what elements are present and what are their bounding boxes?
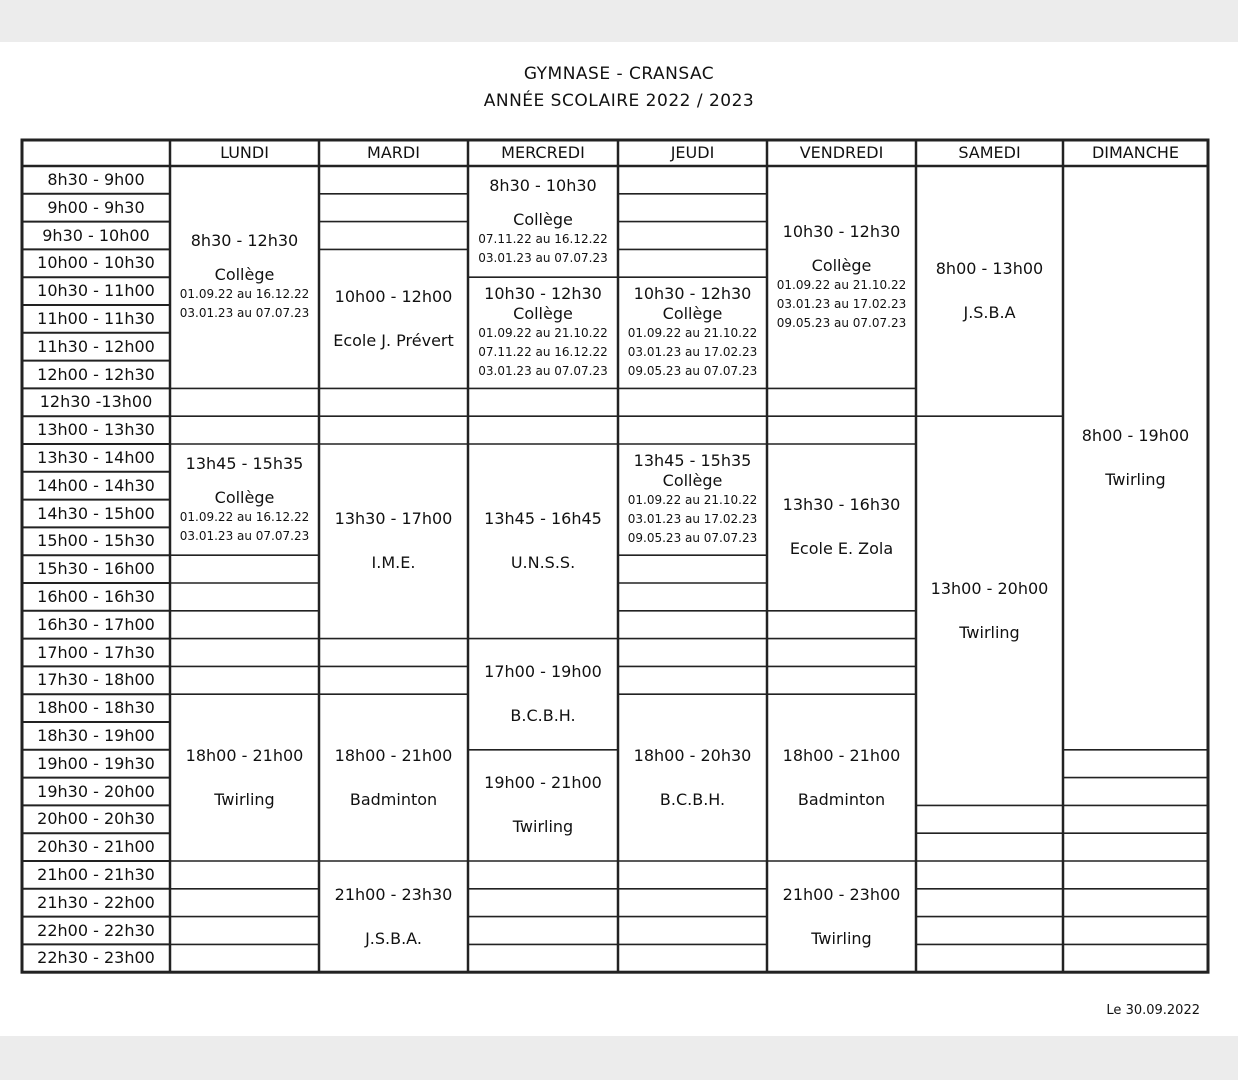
time-slot-label: 20h30 - 21h00 bbox=[37, 837, 155, 857]
time-slot-label: 12h30 -13h00 bbox=[39, 392, 153, 412]
time-slot-label: 17h00 - 17h30 bbox=[37, 642, 155, 662]
activity-time: 13h45 - 15h35 bbox=[185, 453, 304, 473]
activity-label: Twirling bbox=[214, 789, 275, 809]
activity-block bbox=[468, 166, 618, 277]
time-slot-label: 11h00 - 11h30 bbox=[37, 309, 155, 328]
activity-time: 21h00 - 23h00 bbox=[782, 884, 901, 904]
time-slot-label: 13h30 - 14h00 bbox=[37, 448, 155, 467]
time-slot-label: 16h00 - 16h30 bbox=[37, 587, 155, 606]
activity-label: Badminton bbox=[797, 789, 886, 809]
activity-date-range: 01.09.22 au 16.12.22 bbox=[179, 287, 310, 302]
time-slot-label: 9h30 - 10h00 bbox=[42, 225, 150, 245]
activity-block bbox=[468, 639, 618, 750]
time-slot-label: 8h30 - 9h00 bbox=[47, 170, 145, 189]
activity-date-range: 03.01.23 au 17.02.23 bbox=[776, 296, 907, 311]
activity-block bbox=[916, 166, 1063, 416]
time-slot-label: 18h30 - 19h00 bbox=[37, 726, 155, 745]
time-slot-label: 11h30 - 12h00 bbox=[37, 336, 155, 356]
activity-label: Twirling bbox=[959, 622, 1020, 642]
activity-label: Ecole E. Zola bbox=[789, 539, 894, 559]
activity-date-range: 03.01.23 au 07.07.23 bbox=[478, 250, 608, 265]
activity-label: Badminton bbox=[349, 789, 438, 809]
activity-time: 17h00 - 19h00 bbox=[484, 662, 602, 682]
time-slot-label: 20h00 - 20h30 bbox=[37, 809, 155, 829]
activity-block bbox=[767, 444, 916, 611]
date-note: Le 30.09.2022 bbox=[1106, 1003, 1200, 1018]
activity-label: Collège bbox=[214, 487, 275, 507]
activity-date-range: 03.01.23 au 17.02.23 bbox=[627, 512, 758, 527]
activity-label: B.C.B.H. bbox=[510, 706, 576, 726]
day-header-vendredi: VENDREDI bbox=[799, 143, 884, 162]
activity-label: J.S.B.A bbox=[963, 303, 1016, 323]
activity-time: 13h45 - 15h35 bbox=[633, 451, 752, 471]
activity-time: 18h00 - 21h00 bbox=[185, 745, 304, 765]
activity-block bbox=[468, 277, 618, 388]
activity-block bbox=[767, 694, 916, 861]
activity-label: B.C.B.H. bbox=[659, 789, 726, 809]
activity-label: J.S.B.A. bbox=[365, 928, 422, 948]
activity-date-range: 09.05.23 au 07.07.23 bbox=[627, 531, 758, 546]
activity-block bbox=[170, 166, 319, 388]
document-title: GYMNASE - CRANSAC bbox=[523, 64, 715, 84]
activity-date-range: 09.05.23 au 07.07.23 bbox=[776, 315, 907, 330]
time-slot-label: 18h00 - 18h30 bbox=[37, 698, 155, 718]
activity-label: Twirling bbox=[1105, 469, 1166, 489]
activity-label: Collège bbox=[513, 209, 573, 229]
time-slot-label: 14h30 - 15h00 bbox=[37, 503, 155, 523]
day-header-jeudi: JEUDI bbox=[670, 143, 715, 162]
activity-time: 8h30 - 12h30 bbox=[190, 231, 299, 251]
time-slot-label: 15h00 - 15h30 bbox=[37, 531, 155, 551]
activity-date-range: 03.01.23 au 07.07.23 bbox=[179, 306, 310, 321]
activity-label: U.N.S.S. bbox=[510, 553, 576, 573]
activity-label: Collège bbox=[513, 304, 573, 324]
time-slot-label: 17h30 - 18h00 bbox=[37, 670, 155, 690]
time-slot-label: 21h30 - 22h00 bbox=[37, 892, 155, 912]
activity-date-range: 03.01.23 au 17.02.23 bbox=[627, 345, 758, 360]
activity-block bbox=[618, 277, 767, 388]
activity-block bbox=[170, 444, 319, 555]
activity-time: 13h30 - 17h00 bbox=[334, 509, 453, 529]
activity-block bbox=[468, 444, 618, 639]
activity-date-range: 07.11.22 au 16.12.22 bbox=[478, 345, 608, 360]
time-slot-label: 19h30 - 20h00 bbox=[37, 781, 155, 801]
activity-time: 18h00 - 20h30 bbox=[633, 745, 752, 765]
activity-label: Collège bbox=[662, 471, 723, 491]
time-slot-label: 15h30 - 16h00 bbox=[37, 559, 155, 579]
time-slot-label: 10h30 - 11h00 bbox=[37, 281, 155, 301]
time-slot-label: 19h00 - 19h30 bbox=[37, 753, 155, 773]
activity-label: Collège bbox=[811, 255, 872, 275]
activity-block bbox=[170, 694, 319, 861]
time-slot-label: 14h00 - 14h30 bbox=[37, 475, 155, 495]
activity-date-range: 01.09.22 au 21.10.22 bbox=[776, 277, 907, 292]
activity-block bbox=[319, 249, 468, 388]
activity-date-range: 03.01.23 au 07.07.23 bbox=[478, 364, 608, 379]
time-slot-label: 12h00 - 12h30 bbox=[37, 364, 155, 384]
time-slot-label: 10h00 - 10h30 bbox=[37, 253, 155, 273]
activity-label: Twirling bbox=[811, 928, 872, 948]
day-header-mardi: MARDI bbox=[367, 143, 420, 162]
activity-block bbox=[916, 416, 1063, 805]
activity-label: I.M.E. bbox=[371, 553, 416, 573]
activity-time: 21h00 - 23h30 bbox=[334, 884, 453, 904]
school-year-title: ANNÉE SCOLAIRE 2022 / 2023 bbox=[483, 91, 755, 111]
activity-time: 10h30 - 12h30 bbox=[484, 284, 602, 304]
activity-date-range: 03.01.23 au 07.07.23 bbox=[179, 528, 310, 543]
activity-block bbox=[767, 861, 916, 972]
activity-block bbox=[1063, 166, 1208, 750]
time-slot-label: 16h30 - 17h00 bbox=[37, 614, 155, 634]
day-header-lundi: LUNDI bbox=[220, 143, 269, 162]
time-slot-label: 13h00 - 13h30 bbox=[37, 420, 155, 440]
activity-time: 13h45 - 16h45 bbox=[484, 509, 602, 529]
activity-block bbox=[319, 444, 468, 639]
day-header-mercredi: MERCREDI bbox=[501, 143, 585, 162]
day-header-samedi: SAMEDI bbox=[958, 143, 1021, 162]
activity-time: 10h00 - 12h00 bbox=[334, 286, 453, 306]
activity-date-range: 09.05.23 au 07.07.23 bbox=[627, 364, 758, 379]
activity-date-range: 01.09.22 au 21.10.22 bbox=[627, 326, 758, 341]
activity-time: 18h00 - 21h00 bbox=[782, 745, 901, 765]
time-slot-label: 21h00 - 21h30 bbox=[37, 865, 155, 884]
activity-time: 19h00 - 21h00 bbox=[484, 773, 602, 793]
activity-time: 13h30 - 16h30 bbox=[782, 495, 901, 515]
activity-time: 8h30 - 10h30 bbox=[489, 175, 597, 195]
activity-time: 8h00 - 19h00 bbox=[1081, 425, 1190, 445]
activity-time: 10h30 - 12h30 bbox=[633, 284, 752, 304]
activity-time: 8h00 - 13h00 bbox=[935, 259, 1044, 279]
activity-block bbox=[319, 861, 468, 972]
time-slot-label: 22h30 - 23h00 bbox=[37, 948, 155, 968]
activity-label: Ecole J. Prévert bbox=[333, 330, 454, 350]
activity-time: 13h00 - 20h00 bbox=[930, 578, 1049, 598]
activity-date-range: 01.09.22 au 16.12.22 bbox=[179, 509, 310, 524]
activity-label: Twirling bbox=[512, 817, 574, 837]
day-header-dimanche: DIMANCHE bbox=[1091, 143, 1180, 162]
activity-date-range: 01.09.22 au 21.10.22 bbox=[627, 493, 758, 508]
activity-block bbox=[468, 750, 618, 861]
activity-block bbox=[618, 694, 767, 861]
activity-label: Collège bbox=[214, 265, 275, 285]
activity-block bbox=[618, 444, 767, 555]
activity-block bbox=[319, 694, 468, 861]
activity-date-range: 01.09.22 au 21.10.22 bbox=[478, 326, 608, 341]
activity-time: 10h30 - 12h30 bbox=[782, 221, 901, 241]
activity-block bbox=[767, 166, 916, 388]
time-slot-label: 22h00 - 22h30 bbox=[37, 920, 155, 940]
activity-time: 18h00 - 21h00 bbox=[334, 745, 453, 765]
time-slot-label: 9h00 - 9h30 bbox=[47, 197, 145, 217]
activity-label: Collège bbox=[662, 304, 723, 324]
activity-date-range: 07.11.22 au 16.12.22 bbox=[478, 231, 608, 246]
